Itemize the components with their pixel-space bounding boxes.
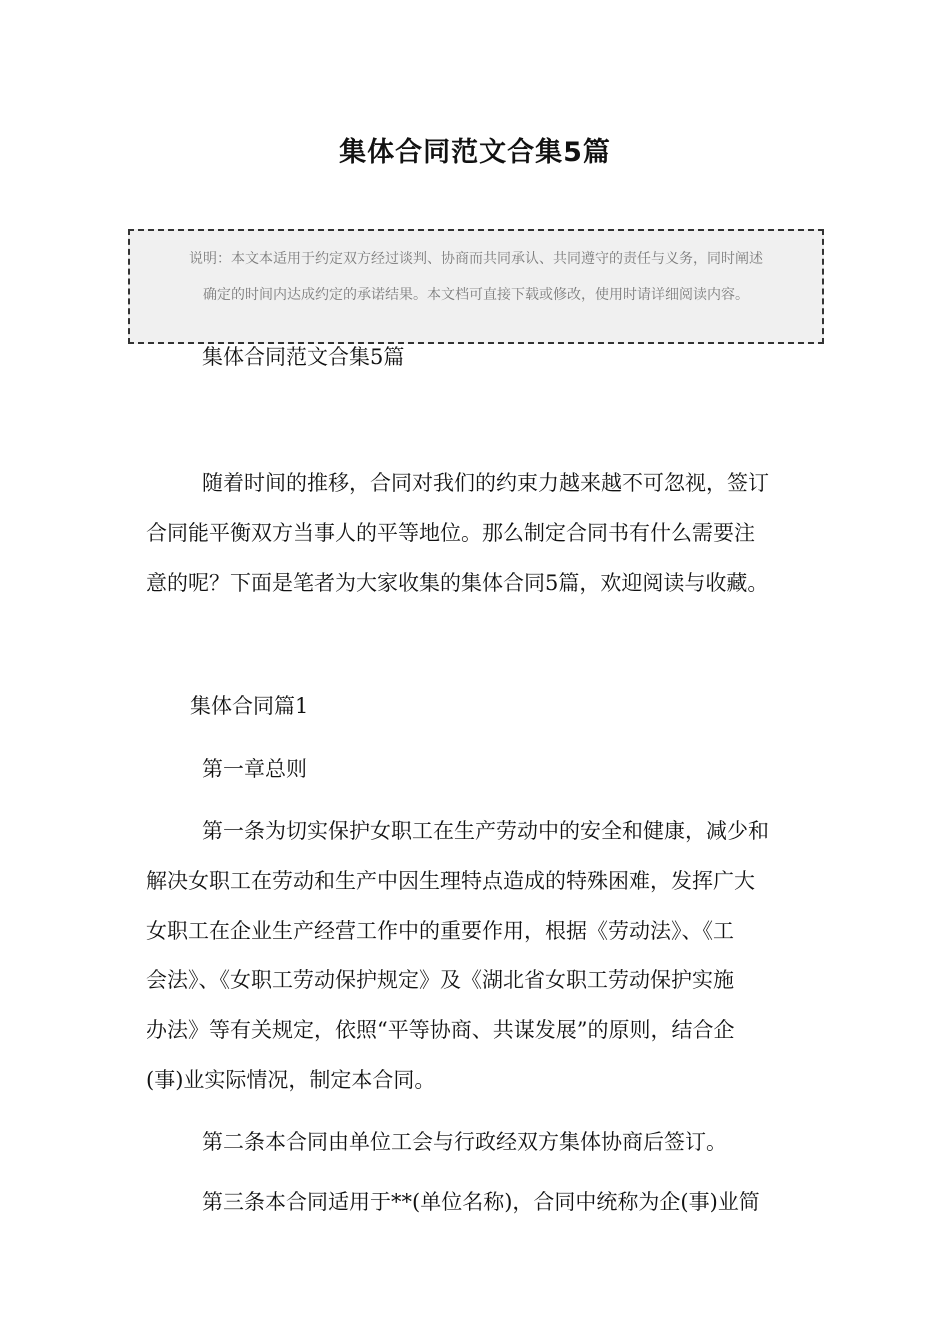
intro-line: 意的呢？下面是笔者为大家收集的集体合同5篇，欢迎阅读与收藏。	[146, 571, 769, 595]
article-line: 女职工在企业生产经营工作中的重要作用，根据《劳动法》、《工	[146, 919, 734, 943]
description-note-box	[128, 229, 824, 344]
intro-line: 随着时间的推移，合同对我们的约束力越来越不可忽视，签订	[202, 471, 769, 495]
article-line: 会法》、《女职工劳动保护规定》及《湖北省女职工劳动保护实施	[146, 968, 734, 992]
chapter-heading: 第一章总则	[202, 757, 307, 781]
document-subtitle: 集体合同范文合集5篇	[202, 345, 405, 369]
article-line: 办法》等有关规定，依照“平等协商、共谋发展”的原则，结合企	[146, 1018, 735, 1042]
intro-line: 合同能平衡双方当事人的平等地位。那么制定合同书有什么需要注	[146, 521, 755, 545]
note-line: 说明：本文本适用于约定双方经过谈判、协商而共同承认、共同遵守的责任与义务，同时阐述	[189, 251, 763, 267]
article-3: 第三条本合同适用于**(单位名称)，合同中统称为企(事)业简	[202, 1190, 760, 1214]
article-line: 第一条为切实保护女职工在生产劳动中的安全和健康，减少和	[202, 819, 769, 843]
article-2: 第二条本合同由单位工会与行政经双方集体协商后签订。	[202, 1130, 727, 1154]
note-line: 确定的时间内达成约定的承诺结果。本文档可直接下载或修改，使用时请详细阅读内容。	[203, 287, 749, 303]
article-line: (事)业实际情况，制定本合同。	[146, 1068, 436, 1092]
article-line: 解决女职工在劳动和生产中因生理特点造成的特殊困难，发挥广大	[146, 869, 755, 893]
section-heading: 集体合同篇1	[190, 694, 309, 718]
document-title: 集体合同范文合集5篇	[339, 137, 611, 168]
